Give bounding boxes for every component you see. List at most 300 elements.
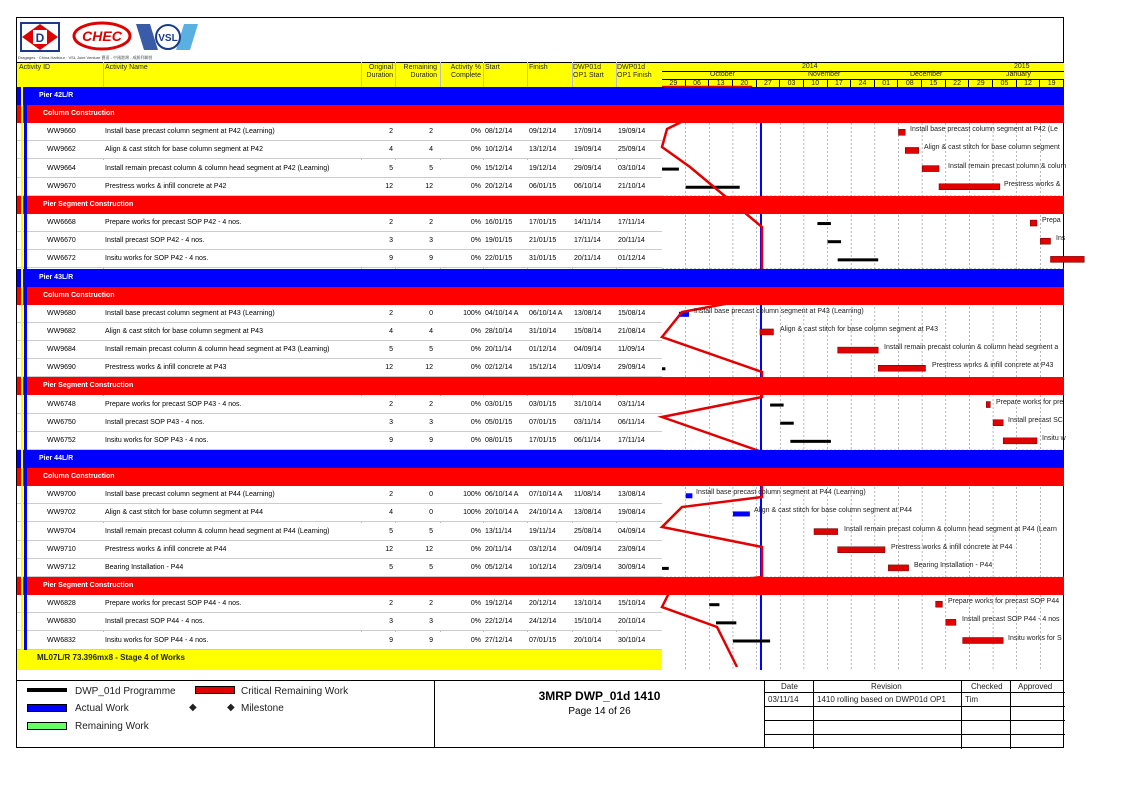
activity-name: Install precast SOP P44 - 4 nos. <box>105 618 205 626</box>
legend-programme-swatch <box>27 688 67 692</box>
activity-id: WW9700 <box>47 491 76 499</box>
critical-bar <box>838 347 879 353</box>
remaining-duration: 12 <box>425 545 433 553</box>
wbs-label: Column Construction <box>43 473 115 481</box>
op1-start-date: 25/08/14 <box>574 527 602 535</box>
rev-header-checked: Checked <box>971 682 1003 691</box>
finish-date: 07/01/15 <box>529 418 557 426</box>
op1-finish-date: 15/10/14 <box>618 600 646 608</box>
activity-id: WW9684 <box>47 346 76 354</box>
gantt-bar-label: Install remain precast column & colum <box>948 162 1067 170</box>
table-row[interactable] <box>17 305 662 323</box>
start-date: 02/12/14 <box>485 364 513 372</box>
percent-complete: 0% <box>470 346 481 354</box>
op1-start-date: 13/08/14 <box>574 509 602 517</box>
timescale-header <box>662 62 1064 89</box>
op1-finish-date: 17/11/14 <box>618 436 645 444</box>
wbs-label: Pier Segment Construction <box>43 582 134 590</box>
week-label: 03 <box>780 79 804 88</box>
table-row[interactable] <box>17 160 662 178</box>
op1-finish-date: 19/09/14 <box>618 128 646 136</box>
gantt-wbs-band <box>662 287 1064 305</box>
table-row[interactable] <box>17 432 662 450</box>
col-start[interactable]: Start <box>485 64 500 71</box>
week-label: 19 <box>1040 79 1064 88</box>
gantt-bar-label: Install base precast column segment at P42 (Le <box>910 126 1058 134</box>
original-duration: 3 <box>389 418 393 426</box>
year-label: 2015 <box>1014 63 1030 70</box>
actual-work-bar <box>686 493 693 498</box>
activity-id: WW9712 <box>47 563 76 571</box>
activity-name: Install base precast column segment at P42 (Learning) <box>105 128 275 136</box>
op1-finish-date: 03/10/14 <box>618 164 646 172</box>
gantt-bar-label: Align & cast stitch for base column segment at P44 <box>754 507 912 515</box>
finish-date: 24/10/14 A <box>529 509 563 517</box>
table-row[interactable] <box>17 486 662 504</box>
gantt-bar-label: Bearing Installation - P44 <box>914 561 993 569</box>
percent-complete: 100% <box>463 509 481 517</box>
programme-bar <box>780 422 794 425</box>
table-row[interactable] <box>17 232 662 250</box>
remaining-duration: 0 <box>429 509 433 517</box>
start-date: 05/01/15 <box>485 418 513 426</box>
revision-table <box>764 680 1064 748</box>
finish-date: 07/10/14 A <box>529 491 563 499</box>
week-label: 01 <box>875 79 899 88</box>
finish-date: 10/12/14 <box>529 563 557 571</box>
activity-id: WW6672 <box>47 255 76 263</box>
rev-checked: Tim <box>965 695 979 704</box>
col-op1-start[interactable]: DWP01d OP1 Start <box>573 64 604 79</box>
remaining-duration: 12 <box>425 182 433 190</box>
rev-row-line <box>765 692 1065 693</box>
wbs-label: Column Construction <box>43 110 115 118</box>
op1-start-date: 03/11/14 <box>574 418 601 426</box>
table-row[interactable] <box>17 613 662 631</box>
month-label: January <box>1006 71 1031 78</box>
original-duration: 5 <box>389 527 393 535</box>
op1-start-date: 15/08/14 <box>574 327 602 335</box>
week-label: 10 <box>804 79 828 88</box>
percent-complete: 0% <box>470 146 481 154</box>
legend-programme-label: DWP_01d Programme <box>75 686 176 697</box>
start-date: 06/10/14 A <box>485 491 519 499</box>
wbs-group-row[interactable] <box>17 105 662 123</box>
wbs-label: Pier Segment Construction <box>43 200 134 208</box>
op1-finish-date: 15/08/14 <box>618 309 646 317</box>
percent-complete: 0% <box>470 400 481 408</box>
gantt-bar-label: Prepare works for pre <box>996 398 1064 406</box>
finish-date: 15/12/14 <box>529 364 557 372</box>
op1-start-date: 17/11/14 <box>574 237 601 245</box>
wbs-group-row[interactable] <box>17 287 662 305</box>
remaining-duration: 3 <box>429 618 433 626</box>
critical-bar <box>936 601 943 607</box>
critical-bar <box>838 547 885 553</box>
remaining-duration: 4 <box>429 327 433 335</box>
critical-bar <box>760 329 774 335</box>
remaining-duration: 5 <box>429 527 433 535</box>
activity-id: WW6752 <box>47 436 76 444</box>
critical-bar <box>814 529 838 535</box>
critical-bar <box>986 402 990 408</box>
op1-start-date: 20/10/14 <box>574 636 602 644</box>
gantt-bar-label: Insitu works for S <box>1008 634 1062 642</box>
gantt-bar-label: Prestress works & <box>1004 180 1061 188</box>
activity-name: Prepare works for precast SOP P44 - 4 nos. <box>105 600 242 608</box>
table-row[interactable] <box>17 595 662 613</box>
programme-bar <box>716 621 736 624</box>
gantt-bar-label: Insitu w <box>1042 434 1066 442</box>
critical-bar <box>1040 238 1050 244</box>
remaining-duration: 5 <box>429 164 433 172</box>
week-label: 13 <box>709 79 733 88</box>
week-label: 08 <box>898 79 922 88</box>
table-row[interactable] <box>17 141 662 159</box>
remaining-duration: 3 <box>429 237 433 245</box>
remaining-duration: 0 <box>429 491 433 499</box>
activity-name: Install remain precast column & column head segment at P43 (Learning) <box>105 346 330 354</box>
rev-header-revision: Revision <box>871 682 902 691</box>
activity-name: Align & cast stitch for base column segment at P43 <box>105 327 263 335</box>
op1-finish-date: 17/11/14 <box>618 219 645 227</box>
gantt-bar-label: Align & cast stitch for base column segment at P43 <box>780 325 938 333</box>
rev-col-line <box>813 681 814 749</box>
op1-finish-date: 29/09/14 <box>618 364 646 372</box>
activity-id: WW9680 <box>47 309 76 317</box>
start-date: 08/12/14 <box>485 128 513 136</box>
wbs-pier-row[interactable] <box>17 269 662 287</box>
op1-finish-date: 19/08/14 <box>618 509 646 517</box>
gantt-bar-label: Install base precast column segment at P44 (Learning) <box>696 489 866 497</box>
percent-complete: 0% <box>470 418 481 426</box>
table-row[interactable] <box>17 559 662 577</box>
table-row[interactable] <box>17 396 662 414</box>
critical-bar <box>1050 256 1084 262</box>
op1-start-date: 11/08/14 <box>574 491 601 499</box>
original-duration: 9 <box>389 255 393 263</box>
gantt-bar-label: Prestress works & infill concrete at P44 <box>891 543 1013 551</box>
activity-id: WW6748 <box>47 400 76 408</box>
gantt-wbs-band <box>662 269 1064 287</box>
joint-venture-text: Dragages · China Harbour · VSL Joint Venture 寶嘉 - 中國港灣 - 威勝利聯營 <box>18 55 153 60</box>
original-duration: 4 <box>389 327 393 335</box>
month-label: December <box>910 71 943 78</box>
activity-name: Install base precast column segment at P43 (Learning) <box>105 309 275 317</box>
gantt-bar-label: Install precast SC <box>1008 416 1063 424</box>
gantt-wbs-band <box>662 105 1064 123</box>
percent-complete: 0% <box>470 237 481 245</box>
start-date: 10/12/14 <box>485 146 513 154</box>
month-label: November <box>808 71 841 78</box>
percent-complete: 0% <box>470 128 481 136</box>
wbs-pier-row[interactable] <box>17 450 662 468</box>
col-percent-complete[interactable]: Activity % Complete <box>450 64 481 79</box>
original-duration: 5 <box>389 164 393 172</box>
wbs-footer-label: ML07L/R 73.396mx8 - Stage 4 of Works <box>37 653 185 662</box>
op1-finish-date: 30/09/14 <box>618 563 646 571</box>
op1-start-date: 06/10/14 <box>574 182 602 190</box>
activity-id: WW9670 <box>47 182 76 190</box>
activity-id: WW6832 <box>47 636 76 644</box>
activity-name: Install remain precast column & column head segment at P44 (Learning) <box>105 527 330 535</box>
start-date: 20/11/14 <box>485 545 512 553</box>
activity-name: Prepare works for precast SOP P42 - 4 nos. <box>105 219 242 227</box>
original-duration: 4 <box>389 509 393 517</box>
percent-complete: 0% <box>470 527 481 535</box>
op1-start-date: 29/09/14 <box>574 164 602 172</box>
legend-actual-label: Actual Work <box>75 703 129 714</box>
table-row[interactable] <box>17 632 662 650</box>
activity-name: Bearing Installation - P44 <box>105 563 184 571</box>
activity-id: WW9664 <box>47 164 76 172</box>
original-duration: 9 <box>389 436 393 444</box>
activity-id: WW9660 <box>47 128 76 136</box>
remaining-duration: 5 <box>429 346 433 354</box>
original-duration: 12 <box>385 364 393 372</box>
original-duration: 12 <box>385 182 393 190</box>
original-duration: 3 <box>389 237 393 245</box>
remaining-duration: 5 <box>429 563 433 571</box>
legend-milestone-label: Milestone <box>241 703 284 714</box>
table-row[interactable] <box>17 541 662 559</box>
remaining-duration: 2 <box>429 128 433 136</box>
percent-complete: 100% <box>463 309 481 317</box>
wbs-label: Column Construction <box>43 291 115 299</box>
wbs-group-row[interactable] <box>17 468 662 486</box>
wbs-label: Pier 42L/R <box>39 92 74 99</box>
start-date: 19/12/14 <box>485 600 513 608</box>
op1-finish-date: 01/12/14 <box>618 255 646 263</box>
col-finish[interactable]: Finish <box>529 64 548 71</box>
finish-date: 21/01/15 <box>529 237 557 245</box>
finish-date: 03/01/15 <box>529 400 557 408</box>
gantt-wbs-band <box>662 87 1064 105</box>
activity-id: WW9704 <box>47 527 76 535</box>
op1-start-date: 19/09/14 <box>574 146 602 154</box>
programme-bar <box>733 640 770 643</box>
start-date: 15/12/14 <box>485 164 513 172</box>
programme-bar <box>770 404 784 407</box>
rev-date: 03/11/14 <box>768 695 799 704</box>
week-label: 12 <box>1017 79 1041 88</box>
remaining-duration: 2 <box>429 219 433 227</box>
milestone-diamond-icon: ◆ <box>189 702 197 713</box>
start-date: 08/01/15 <box>485 436 513 444</box>
percent-complete: 100% <box>463 491 481 499</box>
col-activity-name[interactable]: Activity Name <box>105 64 148 71</box>
legend-actual-swatch <box>27 704 67 712</box>
rev-col-line <box>961 681 962 749</box>
op1-finish-date: 21/08/14 <box>618 327 646 335</box>
activity-name: Insitu works for SOP P42 - 4 nos. <box>105 255 209 263</box>
percent-complete: 0% <box>470 636 481 644</box>
op1-start-date: 04/09/14 <box>574 545 602 553</box>
finish-date: 20/12/14 <box>529 600 557 608</box>
gantt-bar-label: Align & cast stitch for base column segment <box>924 144 1060 152</box>
wbs-label: Pier Segment Construction <box>43 382 134 390</box>
critical-bar <box>993 420 1003 426</box>
table-row[interactable] <box>17 214 662 232</box>
col-remaining-duration[interactable]: Remaining Duration <box>403 64 437 79</box>
activity-id: WW6830 <box>47 618 76 626</box>
finish-date: 13/12/14 <box>529 146 557 154</box>
week-label: 05 <box>993 79 1017 88</box>
table-row[interactable] <box>17 523 662 541</box>
legend <box>17 680 435 748</box>
critical-bar <box>946 619 956 625</box>
week-label: 27 <box>757 79 781 88</box>
svg-text:CHEC: CHEC <box>82 28 122 44</box>
original-duration: 12 <box>385 545 393 553</box>
table-row[interactable] <box>17 123 662 141</box>
gantt-bar-label: Ins <box>1056 235 1066 243</box>
rev-row-line <box>765 734 1065 735</box>
start-date: 20/11/14 <box>485 346 512 354</box>
gantt-bar-label: Install base precast column segment at P43 (Learning) <box>694 307 864 315</box>
op1-finish-date: 03/11/14 <box>618 400 645 408</box>
percent-complete: 0% <box>470 327 481 335</box>
original-duration: 2 <box>389 128 393 136</box>
page-number: Page 14 of 26 <box>568 706 631 717</box>
wbs-pier-row[interactable] <box>17 87 662 105</box>
dragages-logo-icon <box>20 22 60 52</box>
table-row[interactable] <box>17 341 662 359</box>
original-duration: 9 <box>389 636 393 644</box>
table-row[interactable] <box>17 178 662 196</box>
finish-date: 31/01/15 <box>529 255 557 263</box>
programme-bar <box>828 240 842 243</box>
critical-bar <box>922 166 939 172</box>
start-date: 13/11/14 <box>485 527 512 535</box>
start-date: 16/01/15 <box>485 219 513 227</box>
col-original-duration[interactable]: Original Duration <box>366 64 393 79</box>
activity-name: Align & cast stitch for base column segment at P42 <box>105 146 263 154</box>
rev-col-line <box>1010 681 1011 749</box>
start-date: 20/10/14 A <box>485 509 519 517</box>
remaining-duration: 12 <box>425 364 433 372</box>
activity-name: Install precast SOP P43 - 4 nos. <box>105 418 205 426</box>
original-duration: 5 <box>389 346 393 354</box>
wbs-footer-row[interactable] <box>17 650 662 670</box>
critical-bar <box>963 638 1004 644</box>
svg-text:VSL: VSL <box>158 33 178 44</box>
activity-id: WW9702 <box>47 509 76 517</box>
programme-bar <box>838 258 879 261</box>
finish-date: 01/12/14 <box>529 346 557 354</box>
gantt-bar-label: Install precast SOP P44 - 4 nos <box>962 616 1060 624</box>
wbs-group-row[interactable] <box>17 196 662 214</box>
wbs-group-row[interactable] <box>17 577 662 595</box>
year-label: 2014 <box>802 63 818 70</box>
programme-bar <box>817 222 831 225</box>
month-label: October <box>710 71 735 78</box>
op1-finish-date: 21/10/14 <box>618 182 646 190</box>
percent-complete: 0% <box>470 563 481 571</box>
critical-bar <box>888 565 908 571</box>
percent-complete: 0% <box>470 219 481 227</box>
table-row[interactable] <box>17 323 662 341</box>
original-duration: 3 <box>389 618 393 626</box>
remaining-duration: 4 <box>429 146 433 154</box>
finish-date: 06/01/15 <box>529 182 557 190</box>
rev-header-approved: Approved <box>1018 682 1053 691</box>
start-date: 22/01/15 <box>485 255 513 263</box>
op1-finish-date: 20/11/14 <box>618 237 645 245</box>
op1-start-date: 17/09/14 <box>574 128 602 136</box>
remaining-duration: 2 <box>429 400 433 408</box>
op1-start-date: 13/10/14 <box>574 600 602 608</box>
finish-date: 24/12/14 <box>529 618 557 626</box>
activity-name: Prestress works & infill concrete at P43 <box>105 364 227 372</box>
actual-work-bar <box>733 511 750 516</box>
original-duration: 2 <box>389 400 393 408</box>
finish-date: 06/10/14 A <box>529 309 563 317</box>
activity-name: Prestress works & infill concrete at P44 <box>105 545 227 553</box>
table-row[interactable] <box>17 250 662 268</box>
gantt-wbs-band <box>662 468 1064 486</box>
start-date: 19/01/15 <box>485 237 513 245</box>
op1-finish-date: 23/09/14 <box>618 545 646 553</box>
percent-complete: 0% <box>470 164 481 172</box>
activity-name: Install remain precast column & column head segment at P42 (Learning) <box>105 164 330 172</box>
week-label: 17 <box>828 79 852 88</box>
activity-name: Install precast SOP P42 - 4 nos. <box>105 237 205 245</box>
start-date: 27/12/14 <box>485 636 513 644</box>
programme-bar <box>709 603 719 606</box>
start-date: 20/12/14 <box>485 182 513 190</box>
col-op1-finish[interactable]: DWP01d OP1 Finish <box>617 64 652 79</box>
wbs-label: Pier 43L/R <box>39 273 74 281</box>
original-duration: 2 <box>389 600 393 608</box>
legend-remaining-label: Remaining Work <box>75 721 149 732</box>
start-date: 22/12/14 <box>485 618 513 626</box>
schedule-title: 3MRP DWP_01d 1410 <box>538 689 661 703</box>
week-label: 06 <box>686 79 710 88</box>
op1-start-date: 14/11/14 <box>574 219 601 227</box>
activity-id: WW9682 <box>47 327 76 335</box>
remaining-duration: 3 <box>429 418 433 426</box>
week-label: 15 <box>922 79 946 88</box>
percent-complete: 0% <box>470 255 481 263</box>
percent-complete: 0% <box>470 618 481 626</box>
critical-bar <box>1030 220 1037 226</box>
activity-name: Align & cast stitch for base column segment at P44 <box>105 509 263 517</box>
critical-bar <box>939 184 1000 190</box>
gantt-wbs-band <box>662 196 1064 214</box>
table-row[interactable] <box>17 414 662 432</box>
gantt-bar-label: Install remain precast column & column head segment at P44 (Learn <box>844 525 1057 533</box>
week-label: 29 <box>969 79 993 88</box>
col-activity-id[interactable]: Activity ID <box>19 64 51 71</box>
programme-bar <box>790 440 831 443</box>
week-label: 29 <box>662 79 686 88</box>
finish-date: 03/12/14 <box>529 545 557 553</box>
week-label: 24 <box>851 79 875 88</box>
legend-critical-swatch <box>195 686 235 694</box>
wbs-label: Pier 44L/R <box>39 455 74 462</box>
finish-date: 07/01/15 <box>529 636 557 644</box>
outline-bar <box>24 87 27 650</box>
op1-start-date: 13/08/14 <box>574 309 602 317</box>
table-row[interactable] <box>17 504 662 522</box>
activity-id: WW6750 <box>47 418 76 426</box>
rev-header-date: Date <box>781 682 798 691</box>
table-row[interactable] <box>17 359 662 377</box>
finish-date: 19/12/14 <box>529 164 557 172</box>
op1-start-date: 06/11/14 <box>574 436 601 444</box>
wbs-group-row[interactable] <box>17 377 662 395</box>
